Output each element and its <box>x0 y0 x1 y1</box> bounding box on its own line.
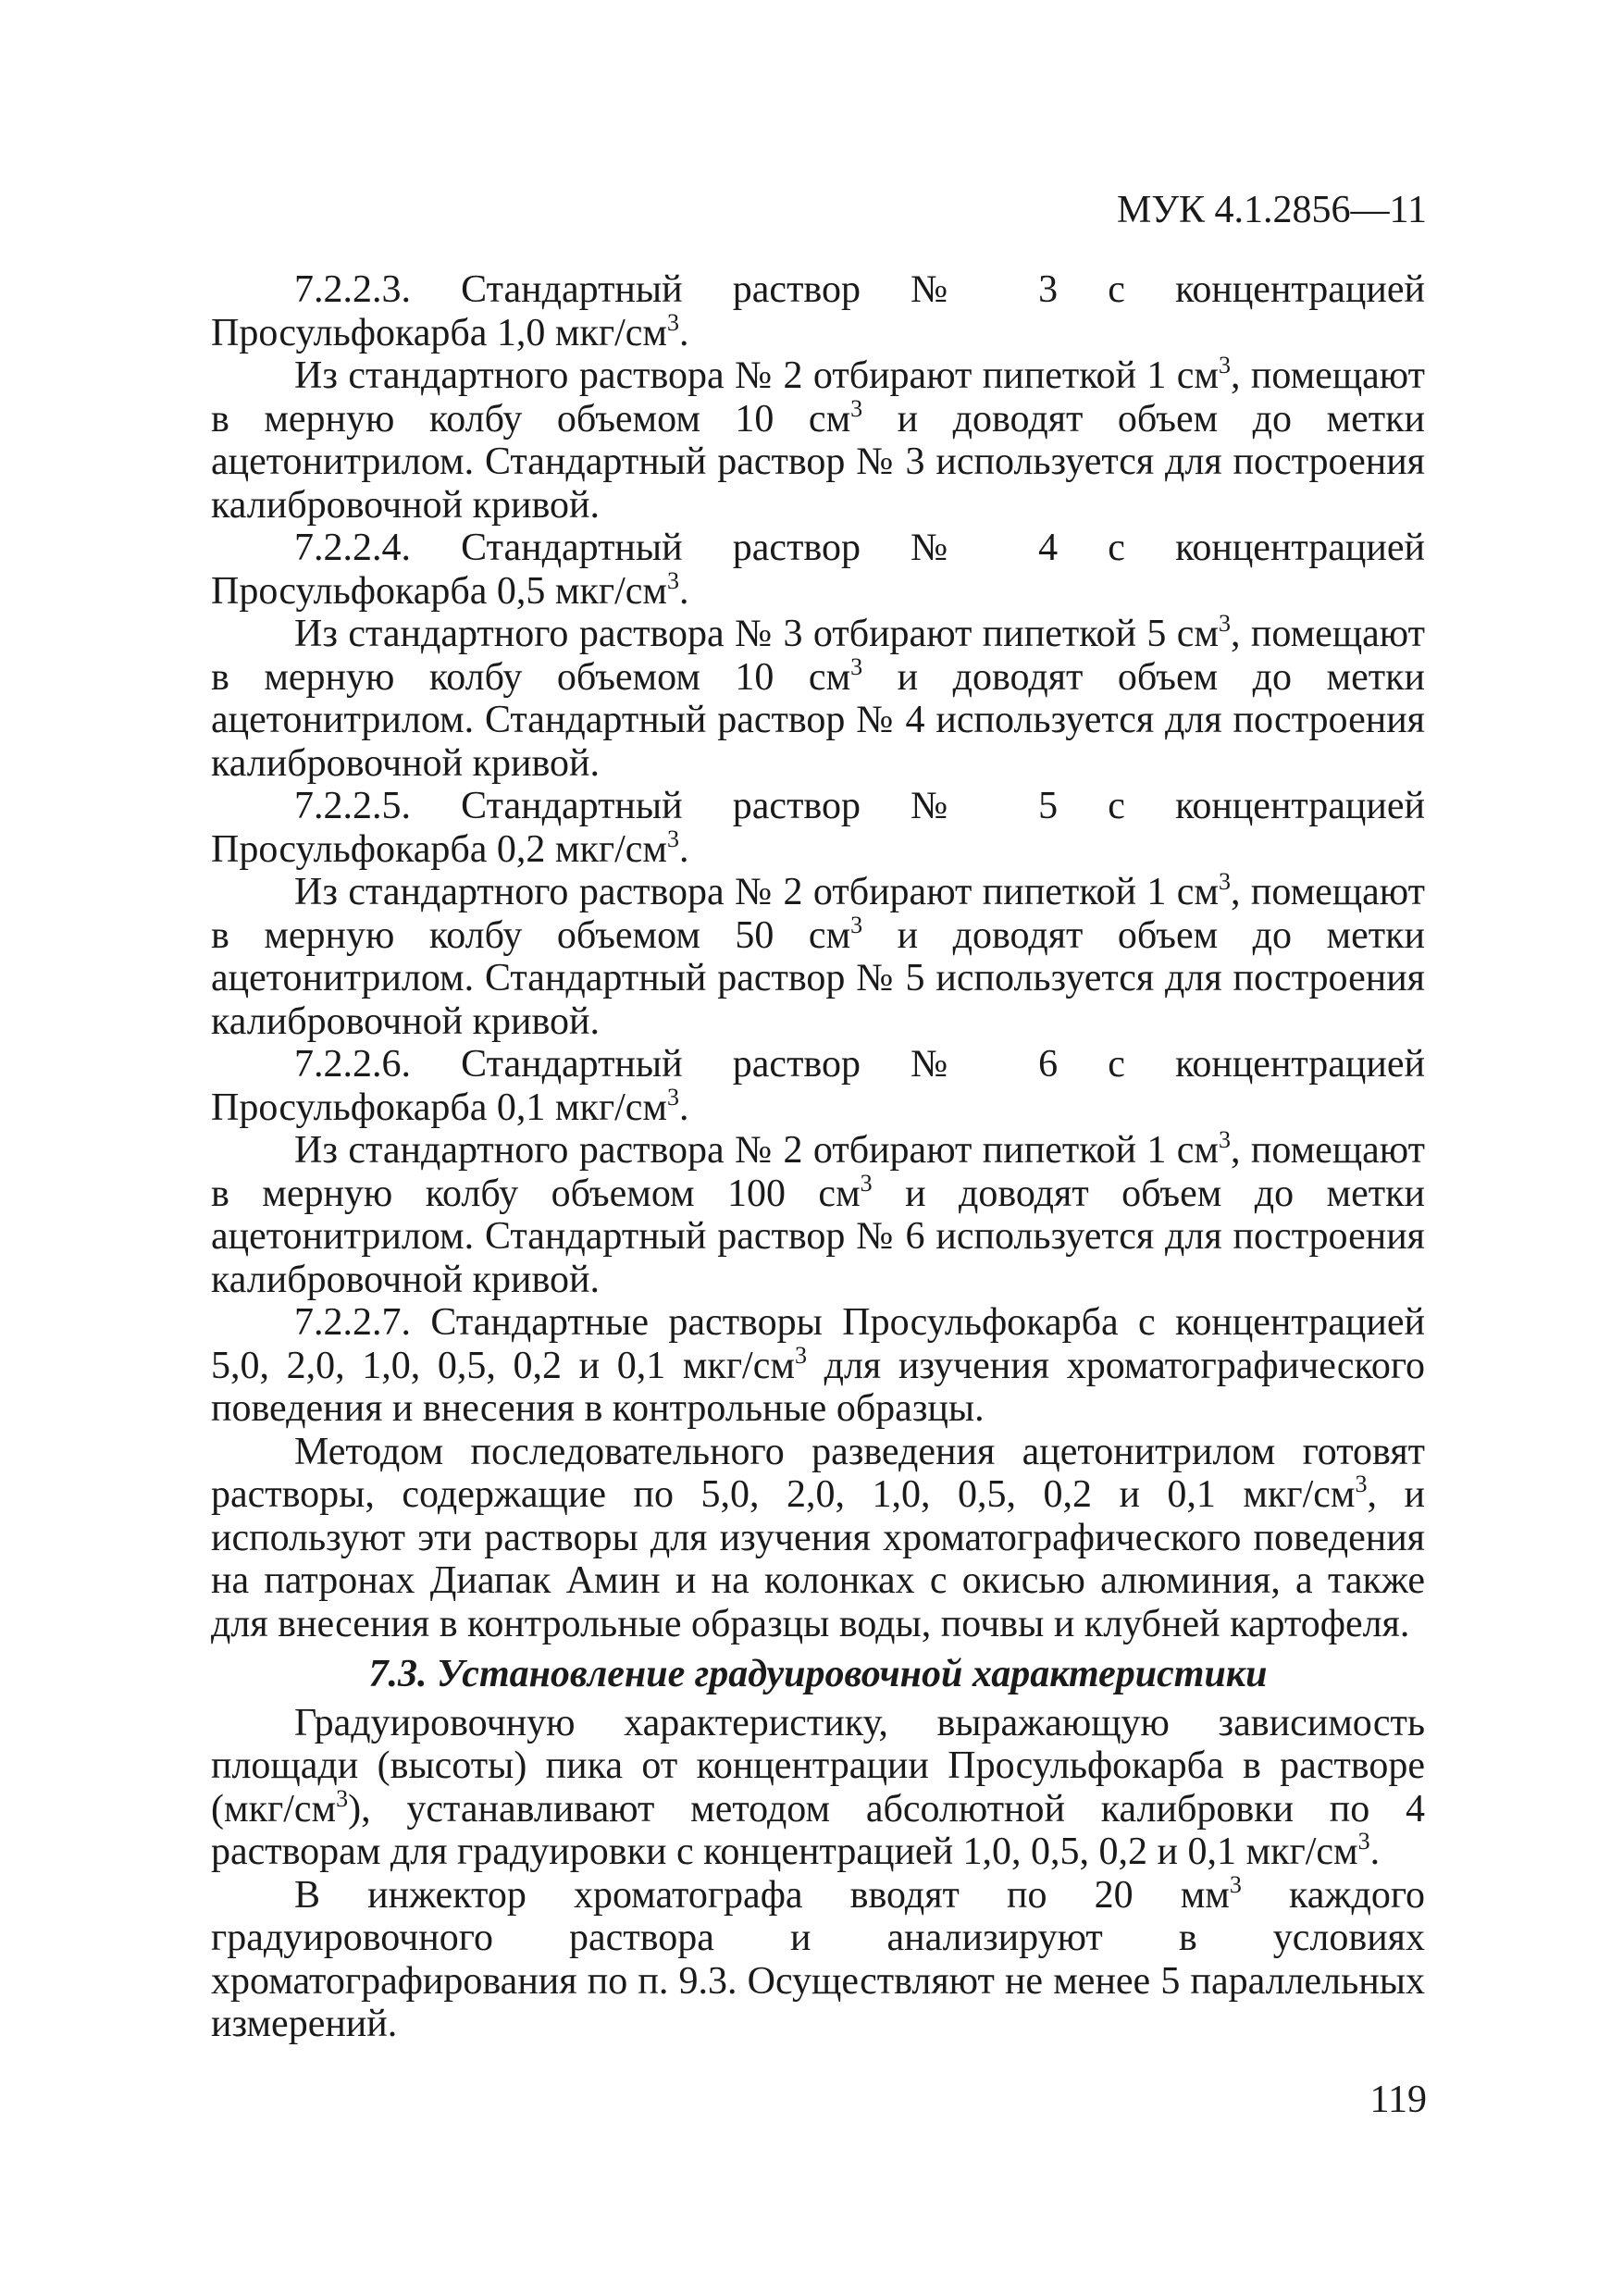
superscript: 3 <box>1219 610 1232 637</box>
paragraph-calibration-characteristic: Градуировочную характеристику, выражающую зависимость площади (высоты) пика от концентрации Просульфокарба в растворе $(мкг/см^3)$, устанавливают методом абсолютной калибровки по 4 растворам для градуировки с концентрацией 1,0, 0,5, 0,2 и 0,1 мкг/$см^3$. <box>211 1701 1425 1873</box>
paragraph-solution-6-prep: Из стандартного раствора № 2 отбирают пипеткой 1 $см^3$, помещают в мерную колбу объемом 100 $см^3$ и доводят объем до метки ацетонитрилом. Стандартный раствор № 6 используется для построения калибровочной кривой. <box>211 1126 1425 1301</box>
paragraph-7-2-2-7: 7.2.2.7. Стандартные растворы Просульфокарба с концентрацией 5,0, 2,0, 1,0, 0,5, 0,2 и 0,1 мкг/$см^3$ для изучения хроматографического поведения и внесения в контрольные образцы. <box>211 1301 1426 1430</box>
superscript: 3 <box>666 825 679 852</box>
paragraph-7-2-2-4: 7.2.2.4. Стандартный раствор № 4 с концентрацией Просульфокарба 0,5 мкг/$см^3$. <box>211 527 1425 613</box>
paragraph-dilution-method: Методом последовательного разведения ацетонитрилом готовят растворы, содержащие по 5,0, 2,0, 1,0, 0,5, 0,2 и 0,1 мкг/$см^3$, и используют эти растворы для изучения хроматографического поведения на патронах Диапак Амин и на колонках с окисью алюминия, а также для внесения в контрольные образцы воды, почвы и клубней картофеля. <box>211 1430 1425 1645</box>
superscript: 3 <box>1219 352 1232 379</box>
superscript: 3 <box>1219 868 1232 895</box>
paragraph-7-2-2-5: 7.2.2.5. Стандартный раствор № 5 с концентрацией Просульфокарба 0,2 мкг/$см^3$. <box>211 785 1425 871</box>
paragraph-solution-3-prep: Из стандартного раствора № 2 отбирают пипеткой 1 $см^3$, помещают в мерную колбу объемом 10 $см^3$ и доводят объем до метки ацетонитрилом. Стандартный раствор № 3 используется для построения калибровочной кривой. <box>211 352 1425 527</box>
section-heading-7-3: 7.3. Установление градуировочной характеристики <box>368 1653 1268 1695</box>
superscript: 3 <box>1229 1870 1242 1898</box>
paragraph-7-2-2-3: 7.2.2.3. Стандартный раствор № 3 с концентрацией Просульфокарба 1,0 мкг/$см^3$. <box>211 268 1425 354</box>
document-body <box>211 268 1425 2046</box>
superscript: 3 <box>850 911 863 938</box>
superscript: 3 <box>850 652 863 680</box>
paragraph-solution-4-prep: Из стандартного раствора № 3 отбирают пипеткой 5 $см^3$, помещают в мерную колбу объемом 10 $см^3$ и доводят объем до метки ацетонитрилом. Стандартный раствор № 4 используется для построения калибровочной кривой. <box>211 610 1425 785</box>
paragraph-solution-5-prep: Из стандартного раствора № 2 отбирают пипеткой 1 $см^3$, помещают в мерную колбу объемом 50 $см^3$ и доводят объем до метки ацетонитрилом. Стандартный раствор № 5 используется для построения калибровочной кривой. <box>211 868 1425 1043</box>
superscript: 3 <box>794 1341 807 1369</box>
paragraph-injection: В инжектор хроматографа вводят по 20 $мм^3$ каждого градуировочного раствора и анализируют в условиях хроматографирования по п. 9.3. Осуществляют не менее 5 параллельных измерений. <box>211 1870 1425 2045</box>
superscript: 3 <box>1357 1828 1370 1855</box>
superscript: 3 <box>850 394 863 422</box>
superscript: 3 <box>1219 1126 1232 1153</box>
page-number: 119 <box>1369 2079 1427 2121</box>
superscript: 3 <box>666 308 679 336</box>
paragraph-7-2-2-6: 7.2.2.6. Стандартный раствор № 6 с концентрацией Просульфокарба 0,1 мкг/$см^3$. <box>211 1043 1425 1129</box>
superscript: 3 <box>666 566 679 594</box>
document-code-header: МУК 4.1.2856—11 <box>1116 189 1427 231</box>
superscript: 3 <box>666 1083 679 1111</box>
superscript: 3 <box>1355 1471 1368 1497</box>
superscript: 3 <box>860 1169 873 1197</box>
superscript: 3 <box>336 1784 349 1812</box>
